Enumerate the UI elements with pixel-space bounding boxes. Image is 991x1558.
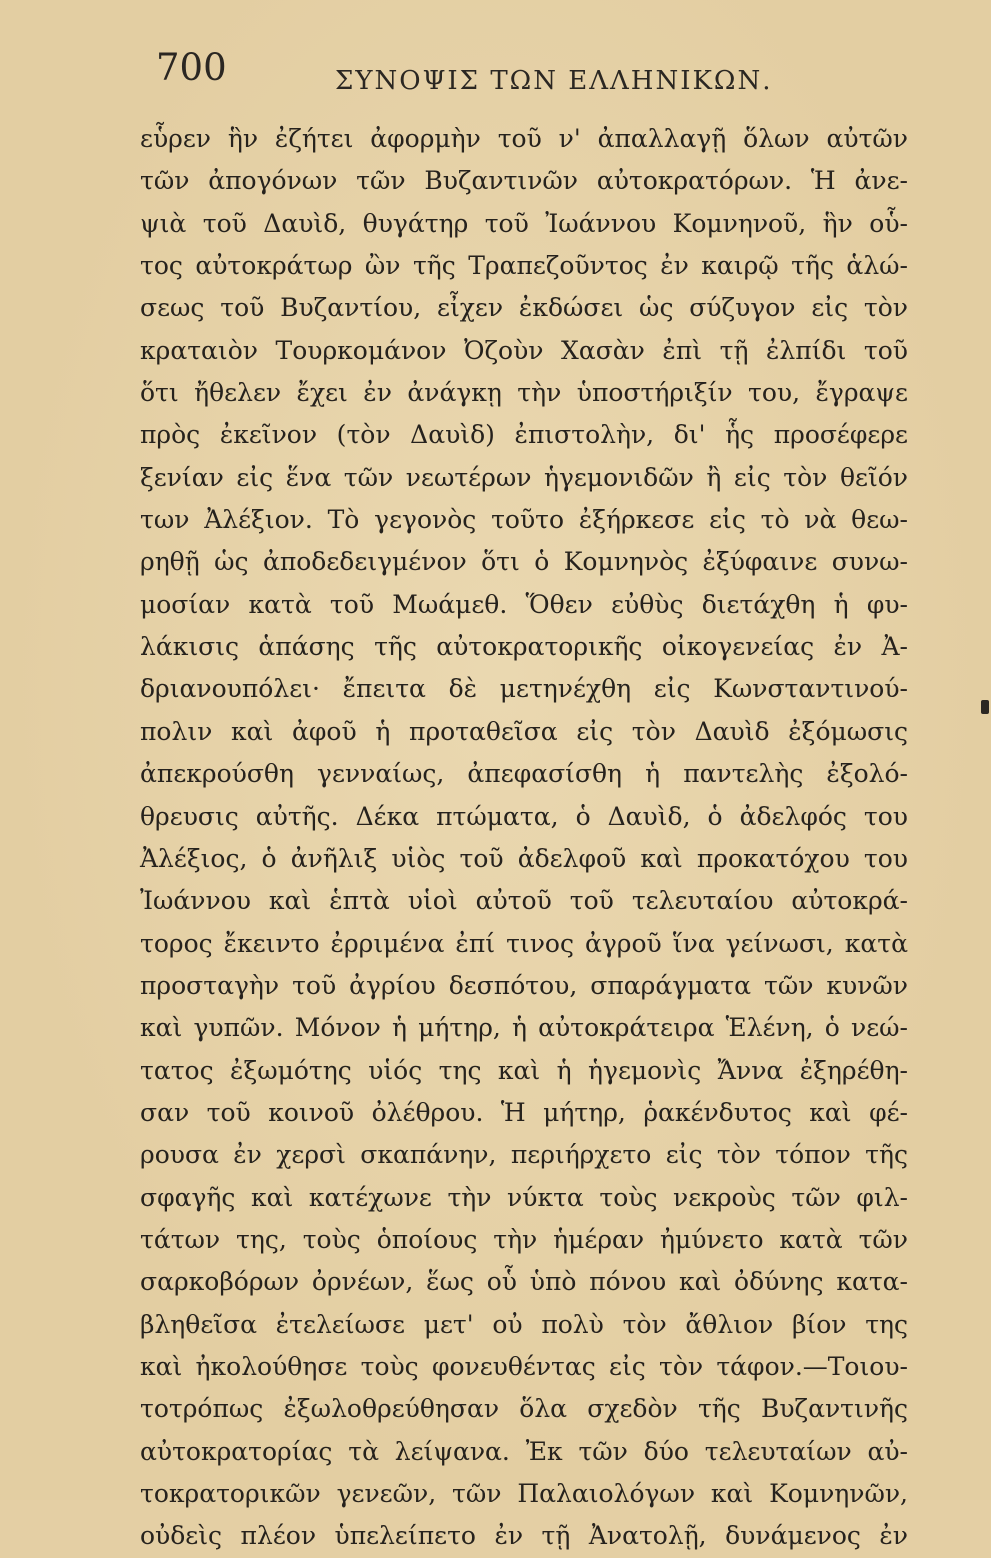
page-number: 700 [156,46,227,89]
text-line: τατος ἐξωμότης υἱός της καὶ ἡ ἡγεμονὶς Ἄννα ἐξηρέθη- [140,1055,908,1085]
text-line: τοκρατορικῶν γενεῶν, τῶν Παλαιολόγων καὶ Κομνηνῶν, [140,1479,908,1508]
text-line: πρὸς ἐκεῖνον (τὸν Δαυὶδ) ἐπιστολὴν, δι' ἧς προσέφερε [140,420,908,450]
text-line: ἀπεκρούσθη γενναίως, ἀπεφασίσθη ἡ παντελὴς ἐξολό- [140,759,908,789]
text-line: καὶ γυπῶν. Μόνον ἡ μήτηρ, ἡ αὐτοκράτειρα Ἑλένη, ὁ νεώ- [140,1013,908,1043]
text-line: βληθεῖσα ἐτελείωσε μετ' οὐ πολὺ τὸν ἄθλιον βίον της [140,1309,908,1339]
text-line: λάκισις ἁπάσης τῆς αὐτοκρατορικῆς οἰκογενείας ἐν Ἀ- [140,632,908,662]
text-line: τάτων της, τοὺς ὁποίους τὴν ἡμέραν ἠμύνετο κατὰ τῶν [140,1224,908,1254]
text-line: σεως τοῦ Βυζαντίου, εἶχεν ἐκδώσει ὡς σύζυγον εἰς τὸν [140,293,908,323]
text-line: κραταιὸν Τουρκομάνον Ὀζοὺν Χασὰν ἐπὶ τῇ ἐλπίδι τοῦ [140,335,908,365]
text-line: ξενίαν εἰς ἕνα τῶν νεωτέρων ἡγεμονιδῶν ἢ εἰς τὸν θεῖόν [140,462,908,492]
text-line: Ἰωάννου καὶ ἑπτὰ υἱοὶ αὐτοῦ τοῦ τελευταίου αὐτοκρά- [140,886,908,916]
running-title: ΣΥΝΟΨΙΣ ΤΩΝ ΕΛΛΗΝΙΚΩΝ. [335,66,773,96]
text-line: τῶν ἀπογόνων τῶν Βυζαντινῶν αὐτοκρατόρων. Ἡ ἀνε- [140,166,908,196]
margin-ink-mark [981,700,989,714]
text-line: τοτρόπως ἐξωλοθρεύθησαν ὅλα σχεδὸν τῆς Βυζαντινῆς [140,1394,908,1424]
body-text [140,118,908,1558]
text-line: καὶ ἠκολούθησε τοὺς φονευθέντας εἰς τὸν τάφον.—Τοιου- [140,1351,908,1381]
text-line: ὅτι ἤθελεν ἔχει ἐν ἀνάγκῃ τὴν ὑποστήριξίν του, ἔγραψε [140,378,908,408]
text-line: των Ἀλέξιον. Τὸ γεγονὸς τοῦτο ἐξήρκεσε εἰς τὸ νὰ θεω- [140,505,908,535]
text-line: προσταγὴν τοῦ ἀγρίου δεσπότου, σπαράγματα τῶν κυνῶν [140,970,908,1000]
text-line: τορος ἔκειντο ἐρριμένα ἐπί τινος ἀγροῦ ἵνα γείνωσι, κατὰ [140,928,908,958]
text-line: σφαγῆς καὶ κατέχωνε τὴν νύκτα τοὺς νεκροὺς τῶν φιλ- [140,1182,908,1212]
text-line: θρευσις αὐτῆς. Δέκα πτώματα, ὁ Δαυὶδ, ὁ ἀδελφός του [140,801,908,831]
text-line: μοσίαν κατὰ τοῦ Μωάμεθ. Ὅθεν εὐθὺς διετάχθη ἡ φυ- [140,589,908,619]
text-line: Ἀλέξιος, ὁ ἀνῆλιξ υἱὸς τοῦ ἀδελφοῦ καὶ προκατόχου του [140,843,908,873]
text-line: εὗρεν ἣν ἐζήτει ἀφορμὴν τοῦ ν' ἀπαλλαγῇ ὅλων αὐτῶν [140,124,908,153]
text-line: πολιν καὶ ἀφοῦ ἡ προταθεῖσα εἰς τὸν Δαυὶδ ἐξόμωσις [140,716,908,746]
text-line: ρουσα ἐν χερσὶ σκαπάνην, περιήρχετο εἰς τὸν τόπον τῆς [140,1140,908,1170]
text-line: αὐτοκρατορίας τὰ λείψανα. Ἐκ τῶν δύο τελευταίων αὐ- [140,1436,908,1466]
text-line: ψιὰ τοῦ Δαυὶδ, θυγάτηρ τοῦ Ἰωάννου Κομνηνοῦ, ἣν οὗ- [140,208,908,238]
text-line: δριανουπόλει· ἔπειτα δὲ μετηνέχθη εἰς Κωνσταντινού- [140,674,908,704]
text-line: σαρκοβόρων ὀρνέων, ἕως οὗ ὑπὸ πόνου καὶ ὀδύνης κατα- [140,1267,908,1297]
text-line: οὐδεὶς πλέον ὑπελείπετο ἐν τῇ Ἀνατολῇ, δυνάμενος ἐν [140,1521,908,1551]
text-line: σαν τοῦ κοινοῦ ὀλέθρου. Ἡ μήτηρ, ῥακένδυτος καὶ φέ- [140,1097,908,1127]
text-line: τος αὐτοκράτωρ ὢν τῆς Τραπεζοῦντος ἐν καιρῷ τῆς ἁλώ- [140,251,908,281]
text-line: ρηθῇ ὡς ἀποδεδειγμένον ὅτι ὁ Κομνηνὸς ἐξύφαινε συνω- [140,547,908,577]
